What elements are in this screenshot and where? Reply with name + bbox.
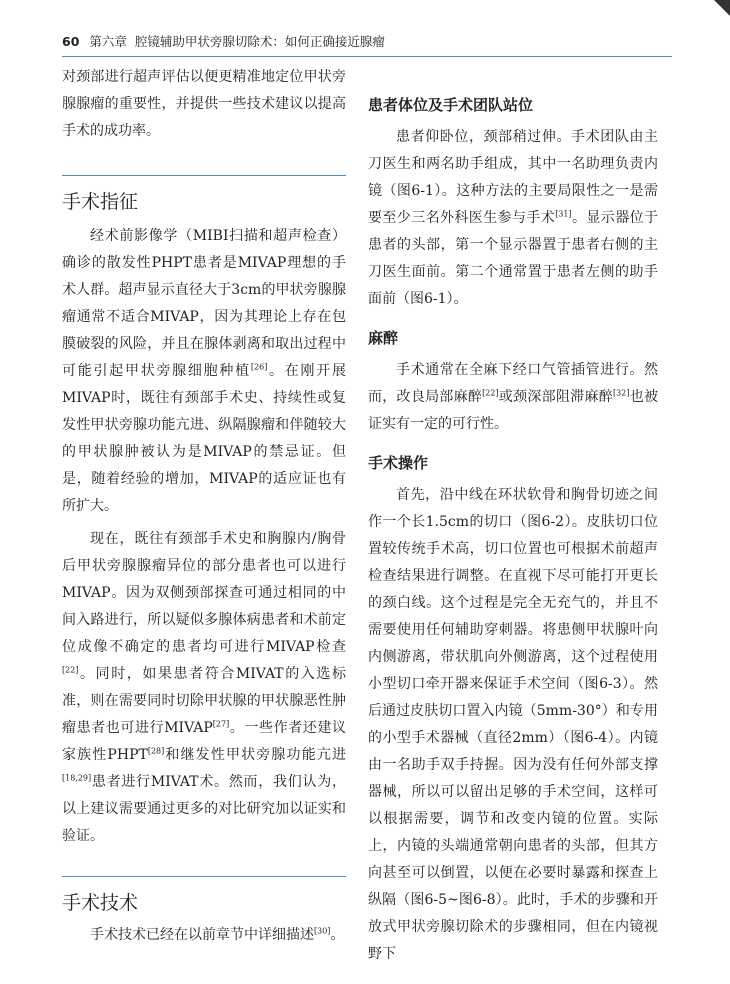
chapter-title: 腔镜辅助甲状旁腺切除术：如何正确接近腺瘤 (134, 34, 385, 49)
page-corner-mark (714, 0, 730, 16)
anesthesia-paragraph: 手术通常在全麻下经口气管插管进行。然而，改良局部麻醉[22]或颈深部阻滞麻醉[32]也被证实有一定的可行性。 (368, 362, 659, 432)
citation: [18,29] (62, 773, 92, 783)
operation-paragraph: 首先，沿中线在环状软骨和胸骨切迹之间作一个长1.5cm的切口（图6-2）。皮肤切口位置较传统手术高，切口位置也可根据术前超声检查结果进行调整。在直视下尽可能打开更长的颈白线。这个过程是完全无充气的，并且不需要使用任何辅助穿刺器。将患侧甲状腺叶向内侧游离，带状肌向外侧游离，这个过程使用小型切口牵开器来保证手术空间（图6-3）。然后通过皮肤切口置入内镜（5mm-30°）和专用的小型手术器械（直径2mm）（图6-4）。内镜由一名助手双手持握。因为没有任何外部支撑器械，所以可以留出足够的手术空间，这样可以根据需要，调节和改变内镜的位置。实际上，内镜的头端通常朝向患者的头部，但其方向甚至可以倒置，以便在必要时暴露和探查上纵隔（图6-5~图6-8）。此时，手术的步骤和开放式甲状旁腺切除术的步骤相同，但在内镜视野下 (368, 487, 658, 962)
citation: [22] (62, 665, 79, 675)
section-heading-indications: 手术指征 (62, 175, 346, 215)
technique-paragraph: 手术技术已经在以前章节中详细描述[30]。 (90, 926, 345, 943)
page-number: 60 (62, 34, 80, 49)
citation: [31] (555, 209, 572, 219)
citation: [30] (314, 926, 331, 936)
header-rule (62, 56, 672, 57)
right-column (368, 64, 658, 968)
citation: [32] (613, 388, 630, 398)
position-paragraph: 患者仰卧位，颈部稍过伸。手术团队由主刀医生和两名助手组成，其中一名助理负责内镜（图6-1）。这种方法的主要局限性之一是需要至少三名外科医生参与手术[31]。显示器位于患者的头部，第一个显示器置于患者右侧的主刀医生面前。第二个通常置于患者左侧的助手面前（图6-1）。 (368, 129, 659, 307)
citation: [28] (147, 746, 165, 756)
section-heading-technique: 手术技术 (62, 876, 346, 916)
citation: [27] (212, 719, 230, 729)
left-column (62, 64, 346, 949)
running-header (62, 32, 672, 54)
indications-paragraph-2: 现在，既往有颈部手术史和胸腺内/胸骨后甲状旁腺腺瘤异位的部分患者也可以进行MIVAP。因为双侧颈部探查可通过相同的中间入路进行，所以疑似多腺体病患者和术前定位成像不确定的患者均可进行MIVAP检查[22]。同时，如果患者符合MIVAT的入选标准，则在需要同时切除甲状腺的甲状腺恶性肿瘤患者也可进行MIVAP[27]。一些作者还建议家族性PHPT[28]和继发性甲状旁腺功能亢进[18,29]患者进行MIVAT术。然而，我们认为，以上建议需要通过更多的对比研究加以证实和验证。 (62, 531, 346, 844)
subheading-anesthesia: 麻醉 (368, 329, 399, 347)
chapter-label: 第六章 (89, 34, 127, 49)
intro-paragraph: 对颈部进行超声评估以便更精准地定位甲状旁腺腺瘤的重要性，并提供一些技术建议以提高手术的成功率。 (62, 69, 346, 139)
citation: [22] (482, 388, 499, 398)
indications-paragraph-1: 经术前影像学（MIBI扫描和超声检查）确诊的散发性PHPT患者是MIVAP理想的手术人群。超声显示直径大于3cm的甲状旁腺腺瘤通常不适合MIVAP，因为其理论上存在包膜破裂的风险，并且在腺体剥离和取出过程中可能引起甲状旁腺细胞种植[26]。在刚开展MIVAP时，既往有颈部手术史、持续性或复发性甲状旁腺功能亢进、纵隔腺瘤和伴随较大的甲状腺肿被认为是MIVAP的禁忌证。但是，随着经验的增加，MIVAP的适应证也有所扩大。 (62, 228, 347, 514)
citation: [26] (250, 362, 268, 372)
subheading-position: 患者体位及手术团队站位 (368, 96, 534, 114)
subheading-operation: 手术操作 (368, 454, 429, 472)
